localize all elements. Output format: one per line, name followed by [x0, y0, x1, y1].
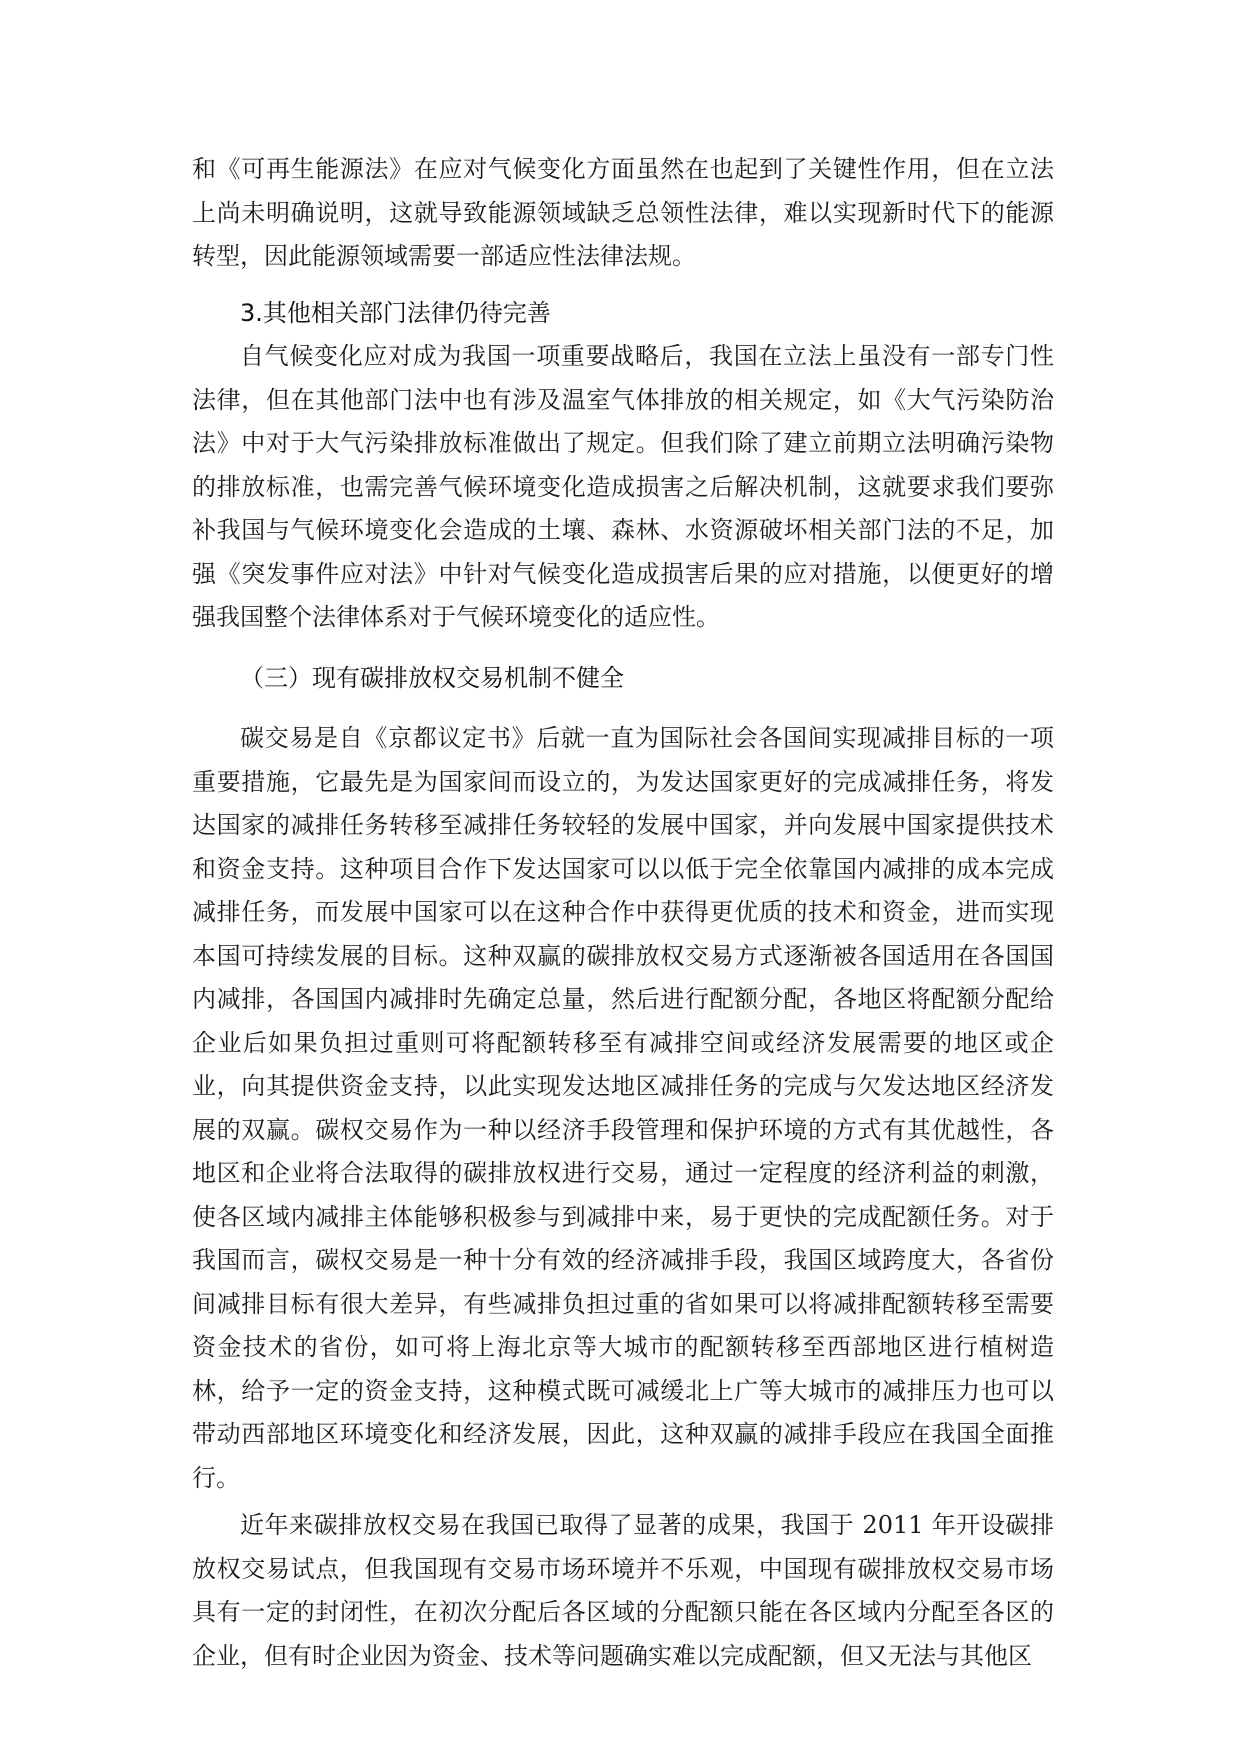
section-heading-carbon-trading: （三）现有碳排放权交易机制不健全	[240, 663, 624, 692]
document-body	[192, 148, 1054, 1678]
paragraph-carbon-trading-overview: 碳交易是自《京都议定书》后就一直为国际社会各国间实现减排目标的一项重要措施，它最先是为国家间而设立的，为发达国家更好的完成减排任务，将发达国家的减排任务转移至减排任务较轻的发展中国家，并向发展中国家提供技术和资金支持。这种项目合作下发达国家可以以低于完全依靠国内减排的成本完成减排任务，而发展中国家可以在这种合作中获得更优质的技术和资金，进而实现本国可持续发展的目标。这种双赢的碳排放权交易方式逐渐被各国适用在各国国内减排，各国国内减排时先确定总量，然后进行配额分配，各地区将配额分配给企业后如果负担过重则可将配额转移至有减排空间或经济发展需要的地区或企业，向其提供资金支持，以此实现发达地区减排任务的完成与欠发达地区经济发展的双赢。碳权交易作为一种以经济手段管理和保护环境的方式有其优越性，各地区和企业将合法取得的碳排放权进行交易，通过一定程度的经济利益的刺激，使各区域内减排主体能够积极参与到减排中来，易于更快的完成配额任务。对于我国而言，碳权交易是一种十分有效的经济减排手段，我国区域跨度大，各省份间减排目标有很大差异，有些减排负担过重的省如果可以将减排配额转移至需要资金技术的省份，如可将上海北京等大城市的配额转移至西部地区进行植树造林，给予一定的资金支持，这种模式既可减缓北上广等大城市的减排压力也可以带动西部地区环境变化和经济发展，因此，这种双赢的减排手段应在我国全面推行。	[192, 724, 1054, 1492]
paragraph-department-laws: 自气候变化应对成为我国一项重要战略后，我国在立法上虽没有一部专门性法律，但在其他部门法中也有涉及温室气体排放的相关规定，如《大气污染防治法》中对于大气污染排放标准做出了规定。但我们除了建立前期立法明确污染物的排放标准，也需完善气候环境变化造成损害之后解决机制，这就要求我们要弥补我国与气候环境变化会造成的土壤、森林、水资源破坏相关部门法的不足，加强《突发事件应对法》中针对气候变化造成损害后果的应对措施，以便更好的增强我国整个法律体系对于气候环境变化的适应性。	[192, 342, 1054, 631]
paragraph-carbon-trading-china: 近年来碳排放权交易在我国已取得了显著的成果，我国于 2011 年开设碳排放权交易试点，但我国现有交易市场环境并不乐观，中国现有碳排放权交易市场具有一定的封闭性，在初次分配后各区域的分配额只能在各区域内分配至各区的企业，但有时企业因为资金、技术等问题确实难以完成配额，但又无法与其他区	[192, 1511, 1054, 1670]
paragraph-energy-law-continuation: 和《可再生能源法》在应对气候变化方面虽然在也起到了关键性作用，但在立法上尚未明确说明，这就导致能源领域缺乏总领性法律，难以实现新时代下的能源转型，因此能源领域需要一部适应性法律法规。	[192, 155, 1054, 270]
subheading-other-department-laws: 3.其他相关部门法律仍待完善	[240, 298, 551, 327]
